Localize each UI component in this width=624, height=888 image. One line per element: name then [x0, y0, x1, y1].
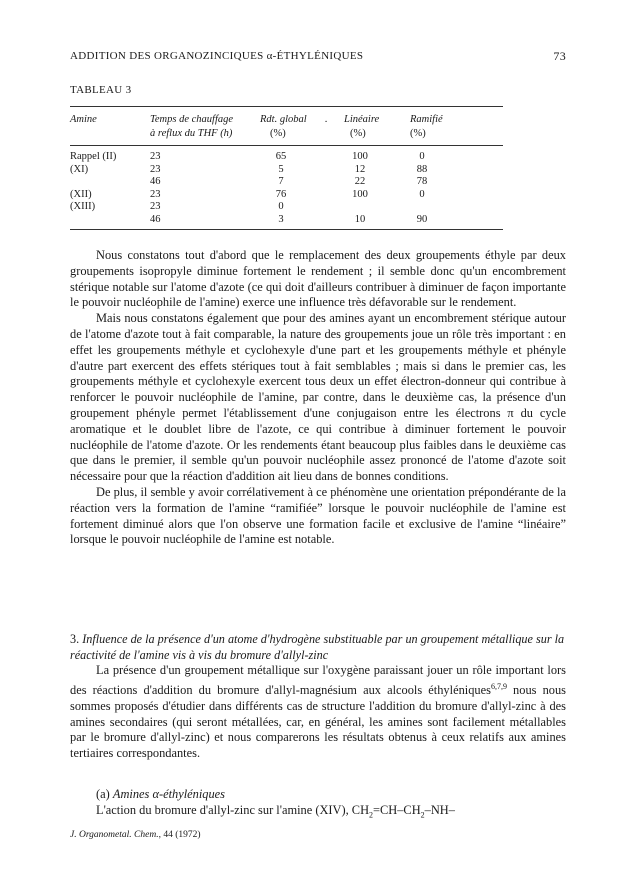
paragraph-1: Nous constatons tout d'abord que le remplacement des deux groupements éthyle par deux groupements isopropyle diminue fortement le rendement ; il semble donc qu'un encombrement stérique notable sur l'atome d'azote (ce qui doit d'ailleurs contribuer à diminuer de façon importante le pouvoir nucléophile de l'amine) exerce une influence très défavorable sur le rendement. [70, 248, 566, 310]
table-caption: TABLEAU 3 [70, 84, 132, 96]
table-row: Rappel (II) 23 65 100 0 [70, 151, 425, 162]
table-row: 46 3 10 90 [150, 213, 428, 225]
subsection-a-block [70, 787, 566, 823]
col-header-separator: . [325, 114, 328, 125]
paragraph-3: De plus, il semble y avoir corrélativement à ce phénomène une orientation prépondérante de la réaction vers la formation de l'amine “ramifiée” lorsque le pouvoir nucléophile de l'amine est fortement diminué alors que l'on observe une formation facile et exclusive de l'amine “linéaire” lorsque le pouvoir nucléophile de l'amine est notable. [70, 484, 566, 547]
col-header-ramifie: Ramifié (%) [410, 114, 443, 139]
col-header-rdt: Rdt. global (%) [260, 114, 307, 139]
col-header-lineaire: Linéaire (%) [344, 114, 380, 139]
journal-footer: J. Organometal. Chem., 44 (1972) [70, 830, 201, 840]
col-header-amine: Amine [70, 114, 97, 125]
col-header-temps: Temps de chauffage à reflux du THF (h) [150, 114, 234, 139]
paragraph-2: Mais nous constatons également que pour des amines ayant un encombrement stérique autour de l'atome d'azote tout à fait comparable, la nature des groupements joue un rôle très important : en effet les groupements méthyle et cyclohexyle d'une part et les groupements méthyle et phényle d'autre part exercent des effets stériques tout à fait semblables ; mais si dans le premier cas, les groupements méthyle et cyclohexyle exercent tous deux un effet électron-donneur qui contribue à renforcer le pouvoir nucléophile de l'amine, par contre, dans le deuxième cas, la présence d'un groupement phényle permet l'établissement d'une conjugaison entre les électrons π du cycle aromatique et le doublet libre de l'azote, ce qui contribue à diminuer fortement le pouvoir nucléophile de l'atome d'azote. Or les rendements étant beaucoup plus faibles dans le deuxième cas que dans le premier, il semble qu'un pouvoir nucléophile assez prononcé de l'atome d'azote soit nécessaire pour que la réaction d'addition ait lieu dans de bonnes conditions. [70, 311, 566, 484]
paragraph-5: L'action du bromure d'allyl-zinc sur l'amine (XIV), $CH_2=CH-CH_2-NH-$ [96, 802, 455, 820]
page-number: 73 [553, 49, 566, 63]
table-bottom-rule [70, 229, 503, 230]
body-text-block-1 [70, 248, 566, 548]
table-row: (XII) 23 76 100 0 [70, 188, 425, 200]
table-row: (XIII) 23 0 [70, 201, 284, 213]
table-body [70, 151, 510, 227]
subsection-a-heading: (a) Amines α-éthyléniques [96, 787, 226, 801]
table-row: 46 7 22 78 [150, 176, 428, 188]
table-header [70, 113, 510, 143]
table-top-rule [70, 106, 503, 107]
running-title: ADDITION DES ORGANOZINCIQUES α-ÉTHYLÉNIQUES [70, 50, 364, 62]
table-header-rule [70, 145, 503, 146]
table-row: (XI) 23 5 12 88 [70, 163, 428, 175]
body-text-block-2 [70, 663, 566, 762]
section-3-heading: 3. Influence de la présence d'un atome d'hydrogène substituable par un groupement métallique sur la réactivité de l'amine vis à vis du bromure d'allyl-zinc [70, 632, 565, 662]
running-head [70, 50, 566, 66]
paragraph-4: La présence d'un groupement métallique sur l'oxygène paraissant jouer un rôle important lors des réactions d'addition du bromure d'allyl-magnésium aux alcools éthyléniques$^{6,7,9}$ nous nous sommes proposés d'étudier dans différents cas de structure l'addition du bromure d'allyl-zinc à des amines secondaires (qui seront métallées, car, en général, les amines sont facilement métallables par le bromure d'allyl-zinc) et nous comparerons les résultats obtenus à ceux relatifs aux amines tertiaires correspondantes. [70, 663, 566, 761]
